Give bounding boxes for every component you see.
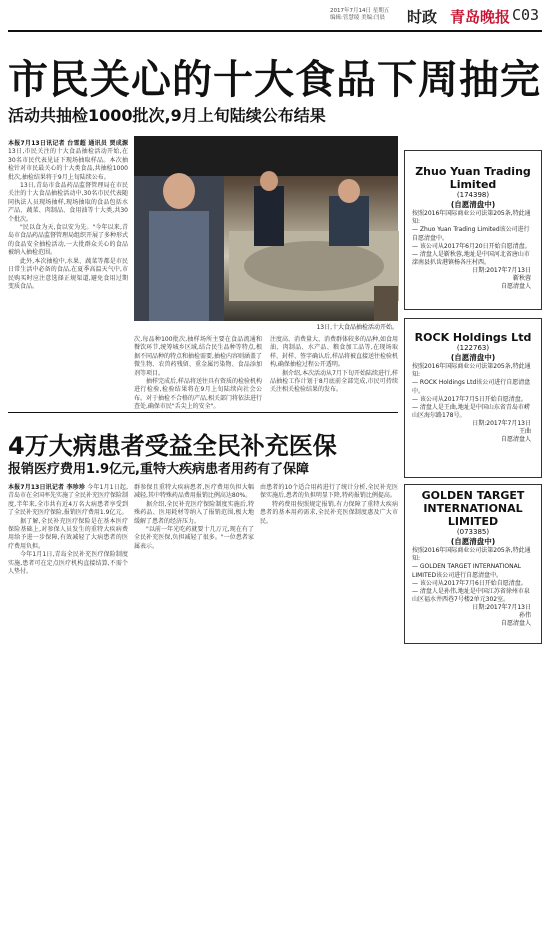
notice-line: — 该公司从2017年7月5日开始自愿清盘。 bbox=[412, 395, 527, 403]
notice-company-code: (073385) bbox=[456, 528, 490, 536]
paragraph: 今年1月1日起,青岛市在全国率先实施了全民补充医疗保险制度,半年来,全市共有近4万名大病患者享受到了全民补充医疗保险,报销医疗费用1.9亿元。 bbox=[8, 484, 129, 517]
notice-company-code: (122763) bbox=[456, 344, 490, 352]
lead-article-col1 bbox=[8, 140, 128, 405]
notice-line: — 清盘人是靳秋蓉,地址是中国河北省唐山市滦南县扒齿港镇杨各庄村西。 bbox=[412, 251, 530, 267]
notice-line: — 清盘人是王曲,地址是中国山东省青岛市崂山区海尔路178号。 bbox=[412, 404, 530, 420]
notice-role: 自愿清盘人 bbox=[500, 436, 531, 444]
designer-credit: 美编:闫晨 bbox=[361, 15, 385, 21]
lead-subhead: 活动共抽检1000批次,9月上旬陆续公布结果 bbox=[8, 106, 326, 125]
notice-signer: 靳秋蓉 bbox=[512, 275, 531, 283]
notice-line: — 该公司从2017年7月6日开始自愿清盘。 bbox=[412, 579, 527, 587]
second-subhead: 报销医疗费用1.9亿元,重特大疾病患者用药有了保障 bbox=[8, 462, 309, 477]
paragraph: "以前一年光吃药就要十几万元,现在有了全民补充医保,负担减轻了很多。"一位患者家属表示。 bbox=[134, 526, 254, 550]
page-number: C03 bbox=[512, 6, 540, 24]
notice-line: — 清盘人是孙伟,地址是中国江苏省徐州市泉山区福水井西巷7号楼2单元302室。 bbox=[412, 588, 530, 604]
paragraph: 注度高、消费量大、消费群体较多的品种,如食用油、肉制品、水产品、粮食加工品等,在现场取样、封样、签字确认后,样品将被直接送往检验机构,确保抽检过程公开透明。 bbox=[270, 336, 398, 369]
paragraph: 此外,本次抽检中,水果、蔬菜等都是市民日常生活中必备的食品,在夏季高温天气中,市民购买时应注意选择正规渠道,避免食用过期变质食品。 bbox=[8, 257, 128, 290]
paragraph: 今年1月1日,青岛全民补充医疗保险制度实施,患者可在定点医疗机构直接结算,不需个人垫付。 bbox=[8, 551, 128, 576]
second-headline: 4万大病患者受益全民补充医保 bbox=[8, 432, 337, 460]
newspaper-logo: 青岛晚报 bbox=[450, 8, 511, 26]
paragraph: 据介绍,全民补充医疗保险制度实施后,特殊药品、医用耗材等纳入了报销范围,极大地缓解了患者的经济压力。 bbox=[134, 500, 254, 525]
notice-company-name: GOLDEN TARGET INTERNATIONAL LIMITED bbox=[421, 489, 525, 528]
paragraph: "民以食为天,食以安为先。"今年以来,青岛市食品药品监督管理局组织开展了多种形式的食品安全抽检活动,一大批群众关心的食品被纳入抽检范围。 bbox=[8, 224, 129, 257]
notice-date: 日期:2017年7月13日 bbox=[472, 420, 531, 428]
paragraph: 13日,青岛市食品药品监督管理局在市民关注的十大食品抽检活动中,30名市民代表随同执法人员现场抽样,现场抽取的食品包括水产品、蔬菜、肉制品、食用油等十大类,共30个批次。 bbox=[8, 182, 128, 223]
liquidation-notice bbox=[404, 318, 542, 478]
notice-line: 按照2016年国际商业公司法第205条,特此通知: bbox=[412, 547, 531, 563]
editor-credit: 编辑:管慧绫 bbox=[330, 15, 360, 21]
lead-photo-caption: 13日,十大食品抽检活动开始。 bbox=[316, 324, 398, 331]
paragraph: 抽样完成后,样品将送往具有资质的检验机构进行检验,检验结果将在9月上旬陆续向社会公布。对于抽检不合格的产品,相关部门将依法进行查处,确保市民"舌尖上的安全"。 bbox=[134, 378, 262, 411]
lead-article-col3 bbox=[270, 336, 398, 406]
paragraph: 特药费用按照规定报销,有力保障了重特大疾病患者的基本用药需求,全民补充医保制度惠及广大市民。 bbox=[260, 500, 398, 525]
notice-date: 日期:2017年7月13日 bbox=[472, 267, 531, 275]
notice-body bbox=[405, 210, 541, 267]
notice-role: 自愿清盘人 bbox=[500, 283, 531, 291]
notice-line: 按照2016年国际商业公司法第205条,特此通知: bbox=[412, 210, 531, 226]
notice-company-name: ROCK Holdings Ltd bbox=[414, 331, 532, 344]
issue-weekday: 星期五 bbox=[372, 8, 390, 14]
notice-status: (自愿清盘中) bbox=[450, 200, 496, 209]
notice-body bbox=[405, 547, 541, 604]
notice-status: (自愿清盘中) bbox=[450, 353, 496, 362]
notice-date: 日期:2017年7月13日 bbox=[472, 604, 531, 612]
notice-line: — Zhuo Yuan Trading Limited该公司进行自愿清盘中。 bbox=[412, 226, 530, 242]
paragraph: 据介绍,本次活动从7月下旬开始陆续进行,样品抽检工作计划于8月底前全部完成,市民可持续关注相关检验结果的发布。 bbox=[270, 369, 398, 394]
paragraph: 由患者的10个适合用药进行了统计分析,全民补充医保实施后,患者的负担明显下降,特药报销比例提高。 bbox=[260, 484, 398, 500]
header-rule bbox=[8, 30, 542, 32]
notice-signer: 孙伟 bbox=[518, 612, 531, 620]
lead-photo bbox=[134, 136, 398, 321]
notice-line: — GOLDEN TARGET INTERNATIONAL LIMITED该公司进行自愿清盘中。 bbox=[412, 563, 522, 579]
paragraph: 据了解,全民补充医疗保险是在基本医疗保险基础上,对参保人员发生的重特大疾病费用给予进一步保障,有效减轻了大病患者的医疗费用负担。 bbox=[8, 517, 128, 550]
liquidation-notice bbox=[404, 150, 542, 310]
notice-company-name: Zhuo Yuan Trading Limited bbox=[415, 165, 531, 191]
notice-signer: 王曲 bbox=[518, 428, 531, 436]
notice-line: — 该公司从2017年6月20日开始自愿清盘。 bbox=[412, 242, 531, 250]
second-article-col1 bbox=[8, 484, 128, 644]
section-name: 时政 bbox=[407, 8, 438, 26]
second-article-col3 bbox=[260, 484, 398, 644]
lead-byline: 本报7月13日讯记者 台雪超 通讯员 贾成源 bbox=[8, 140, 128, 147]
second-article-col2 bbox=[134, 484, 254, 644]
paragraph: 次,每品种100批次,抽样场所主要在食品流通和餐饮环节,统筹城乡区域,结合民生品种等特点,根据不同品种的特点和抽检需要,抽检内容则涵盖了微生物、农兽药残留、重金属污染物、食品添加剂等项目。 bbox=[134, 336, 262, 377]
notice-status: (自愿清盘中) bbox=[450, 537, 496, 546]
paragraph: 群参保且重特大疾病患者,医疗费用负担大幅减轻,其中特殊药品费用报销比例高达80%。 bbox=[134, 484, 254, 500]
second-byline: 本报7月13日讯记者 李珍珍 bbox=[8, 484, 86, 491]
notice-line: — ROCK Holdings Ltd该公司进行自愿清盘中。 bbox=[412, 379, 531, 395]
notice-line: 按照2016年国际商业公司法第205条,特此通知: bbox=[412, 363, 531, 379]
article-divider bbox=[8, 412, 398, 413]
notice-role: 自愿清盘人 bbox=[500, 620, 531, 628]
issue-date-line bbox=[330, 8, 405, 22]
notice-body bbox=[405, 363, 541, 420]
liquidation-notice bbox=[404, 484, 542, 644]
issue-date: 2017年7月14日 bbox=[330, 8, 371, 14]
lead-article-col2 bbox=[134, 336, 262, 411]
photo-inspection-scene bbox=[134, 136, 398, 321]
lead-headline: 市民关心的十大食品下周抽完 bbox=[8, 57, 541, 103]
paragraph: 13日,市民关注的十大食品抽检活动开始,在30名市民代表见证下现场抽取样品。本次抽检针对市民最关心的十大类食品,共抽检1000批次,抽检结果将于9月上旬陆续公布。 bbox=[8, 148, 128, 181]
notice-company-code: (174398) bbox=[456, 191, 490, 199]
